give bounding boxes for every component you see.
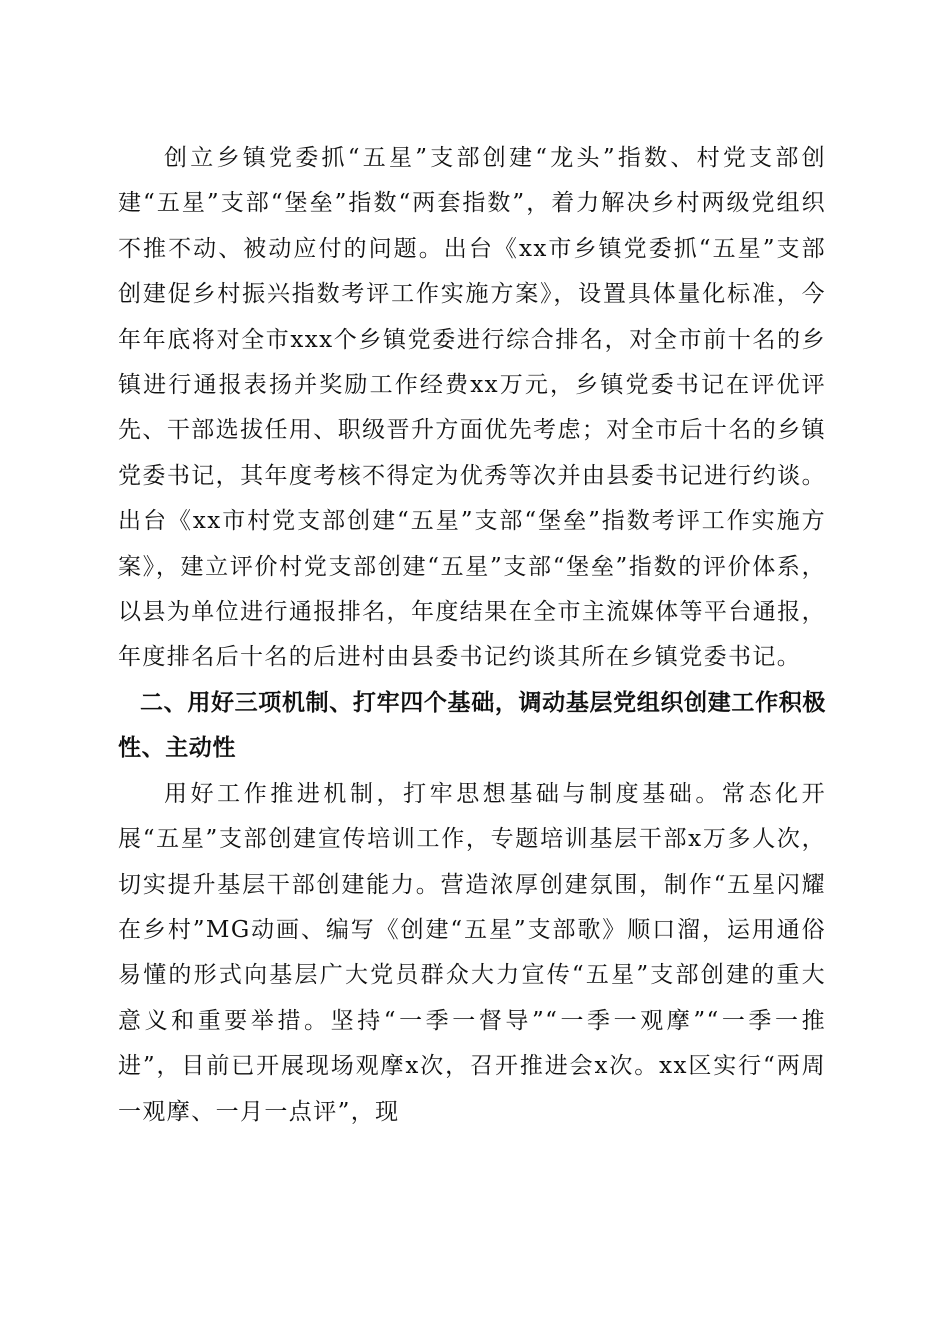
paragraph-dual-index: 创立乡镇党委抓“五星”支部创建“龙头”指数、村党支部创建“五星”支部“堡垒”指数“两套指数”，着力解决乡村两级党组织不推不动、被动应付的问题。出台《xx市乡镇党委抓“五星”支部创建促乡村振兴指数考评工作实施方案》，设置具体量化标准，今年年底将对全市xxx个乡镇党委进行综合排名，对全市前十名的乡镇进行通报表扬并奖励工作经费xx万元，乡镇党委书记在评优评先、干部选拔任用、职级晋升方面优先考虑；对全市后十名的乡镇党委书记，其年度考核不得定为优秀等次并由县委书记进行约谈。出台《xx市村党支部创建“五星”支部“堡垒”指数考评工作实施方案》，建立评价村党支部创建“五星”支部“堡垒”指数的评价体系，以县为单位进行通报排名，年度结果在全市主流媒体等平台通报，年度排名后十名的后进村由县委书记约谈其所在乡镇党委书记。: [118, 145, 826, 671]
document-body: [118, 136, 826, 1135]
paragraph-work-mechanism: 用好工作推进机制，打牢思想基础与制度基础。常态化开展“五星”支部创建宣传培训工作，专题培训基层干部x万多人次，切实提升基层干部创建能力。营造浓厚创建氛围，制作“五星闪耀在乡村”MG动画、编写《创建“五星”支部歌》顺口溜，运用通俗易懂的形式向基层广大党员群众大力宣传“五星”支部创建的重大意义和重要举措。坚持“一季一督导”“一季一观摩”“一季一推进”，目前已开展现场观摩x次，召开推进会x次。xx区实行“两周一观摩、一月一点评”，现: [118, 780, 826, 1125]
section-heading-2: 二、用好三项机制、打牢四个基础，调动基层党组织创建工作积极性、主动性: [118, 689, 826, 762]
